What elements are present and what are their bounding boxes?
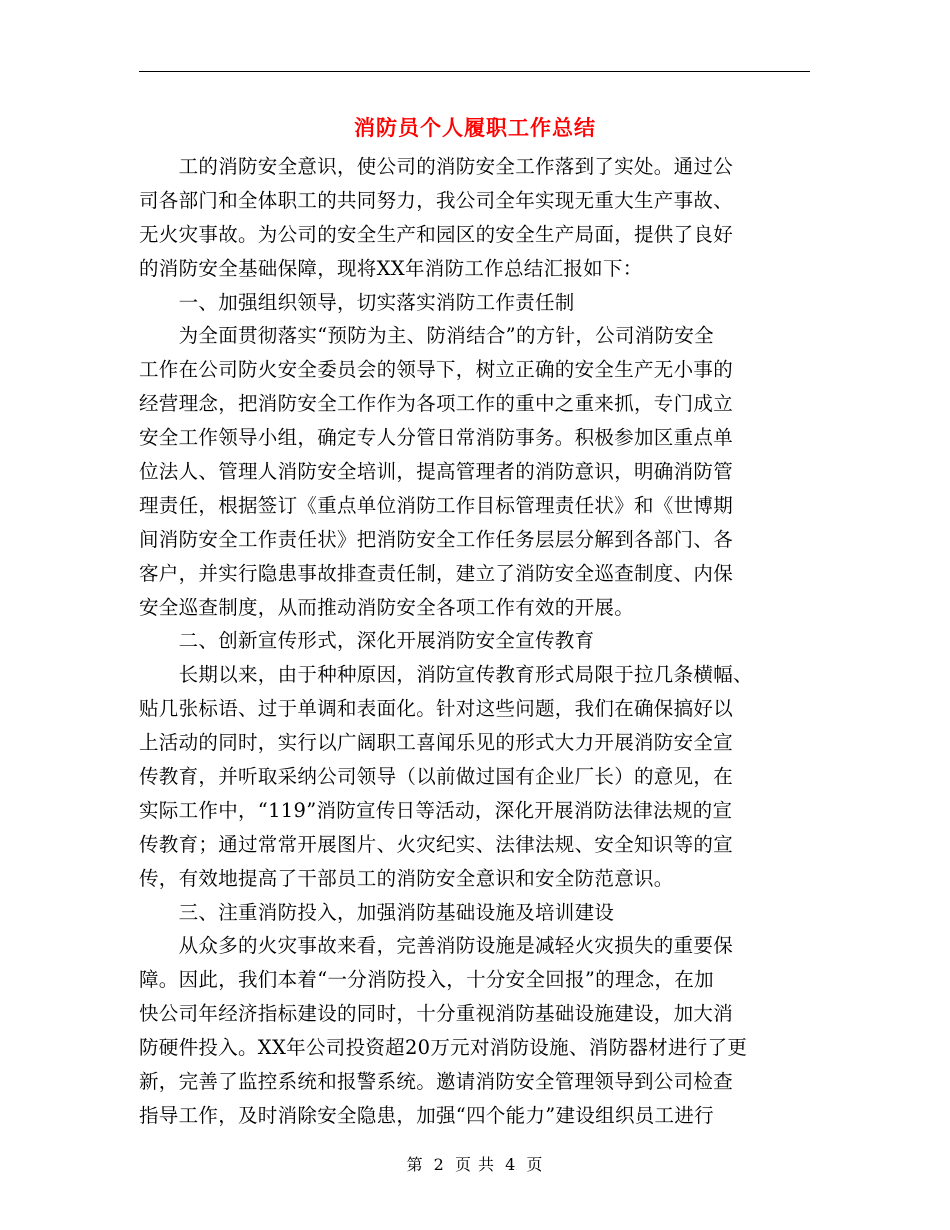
text-line: 工的消防安全意识，使公司的消防安全工作落到了实处。通过公 (139, 155, 734, 178)
text-line: 安全巡查制度，从而推动消防安全各项工作有效的开展。 (139, 595, 635, 619)
text-line: 贴几张标语、过于单调和表面化。针对这些问题，我们在确保搞好以 (139, 697, 734, 721)
text-line: 实际工作中，“119”消防宣传日等活动，深化开展消防法律法规的宣 (139, 798, 733, 822)
text-line: 三、注重消防投入，加强消防基础设施及培训建设 (139, 900, 615, 924)
text-line: 二、创新宣传形式，深化开展消防安全宣传教育 (139, 629, 595, 653)
text-line: 上活动的同时，实行以广阔职工喜闻乐见的形式大力开展消防安全宣 (139, 731, 734, 755)
text-line: 间消防安全工作责任状》把消防安全工作任务层层分解到各部门、各 (139, 527, 734, 551)
text-line: 的消防安全基础保障，现将XX年消防工作总结汇报如下： (139, 256, 643, 280)
text-line: 从众多的火灾事故来看，完善消防设施是减轻火灾损失的重要保 (139, 934, 734, 958)
text-line: 指导工作，及时消除安全隐患，加强“四个能力”建设组织员工进行 (139, 1103, 714, 1127)
document-title: 消防员个人履职工作总结 (354, 115, 596, 140)
text-line: 防硬件投入。XX年公司投资超20万元对消防设施、消防器材进行了更 (139, 1036, 748, 1060)
text-line: 安全工作领导小组，确定专人分管日常消防事务。积极参加区重点单 (139, 426, 734, 450)
text-line: 位法人、管理人消防安全培训，提高管理者的消防意识，明确消防管 (139, 460, 734, 484)
text-line: 为全面贯彻落实“预防为主、防消结合”的方针，公司消防安全 (139, 324, 714, 348)
text-line: 传教育；通过常常开展图片、火灾纪实、法律法规、安全知识等的宣 (139, 832, 734, 856)
document-body (139, 150, 799, 1133)
text-line: 传，有效地提高了干部员工的消防安全意识和安全防范意识。 (139, 866, 674, 890)
text-line: 司各部门和全体职工的共同努力，我公司全年实现无重大生产事故、 (139, 188, 734, 212)
footer-prefix: 第 (406, 1155, 424, 1174)
text-line: 新，完善了监控系统和报警系统。邀请消防安全管理领导到公司检查 (139, 1070, 734, 1094)
text-line: 障。因此，我们本着“一分消防投入，十分安全回报”的理念，在加 (139, 968, 714, 992)
text-line: 无火灾事故。为公司的安全生产和园区的安全生产局面，提供了良好 (139, 222, 734, 246)
footer-middle: 页 共 (454, 1155, 496, 1174)
page-footer (0, 1152, 950, 1175)
text-line: 传教育，并听取采纳公司领导（以前做过国有企业厂长）的意见，在 (139, 765, 734, 789)
text-line: 长期以来，由于种种原因，消防宣传教育形式局限于拉几条横幅、 (139, 663, 753, 687)
footer-suffix: 页 (526, 1155, 544, 1174)
text-line: 一、加强组织领导，切实落实消防工作责任制 (139, 290, 575, 314)
text-line: 理责任，根据签订《重点单位消防工作目标管理责任状》和《世博期 (139, 493, 734, 517)
text-line: 经营理念，把消防安全工作作为各项工作的重中之重来抓，专门成立 (139, 392, 734, 416)
header-rule (139, 71, 810, 72)
text-line: 客户，并实行隐患事故排查责任制，建立了消防安全巡查制度、内保 (139, 561, 734, 585)
footer-page-number: 2 (433, 1155, 445, 1174)
text-line: 快公司年经济指标建设的同时，十分重视消防基础设施建设，加大消 (139, 1002, 734, 1026)
footer-total-pages: 4 (505, 1155, 517, 1174)
text-line: 工作在公司防火安全委员会的领导下，树立正确的安全生产无小事的 (139, 358, 734, 382)
